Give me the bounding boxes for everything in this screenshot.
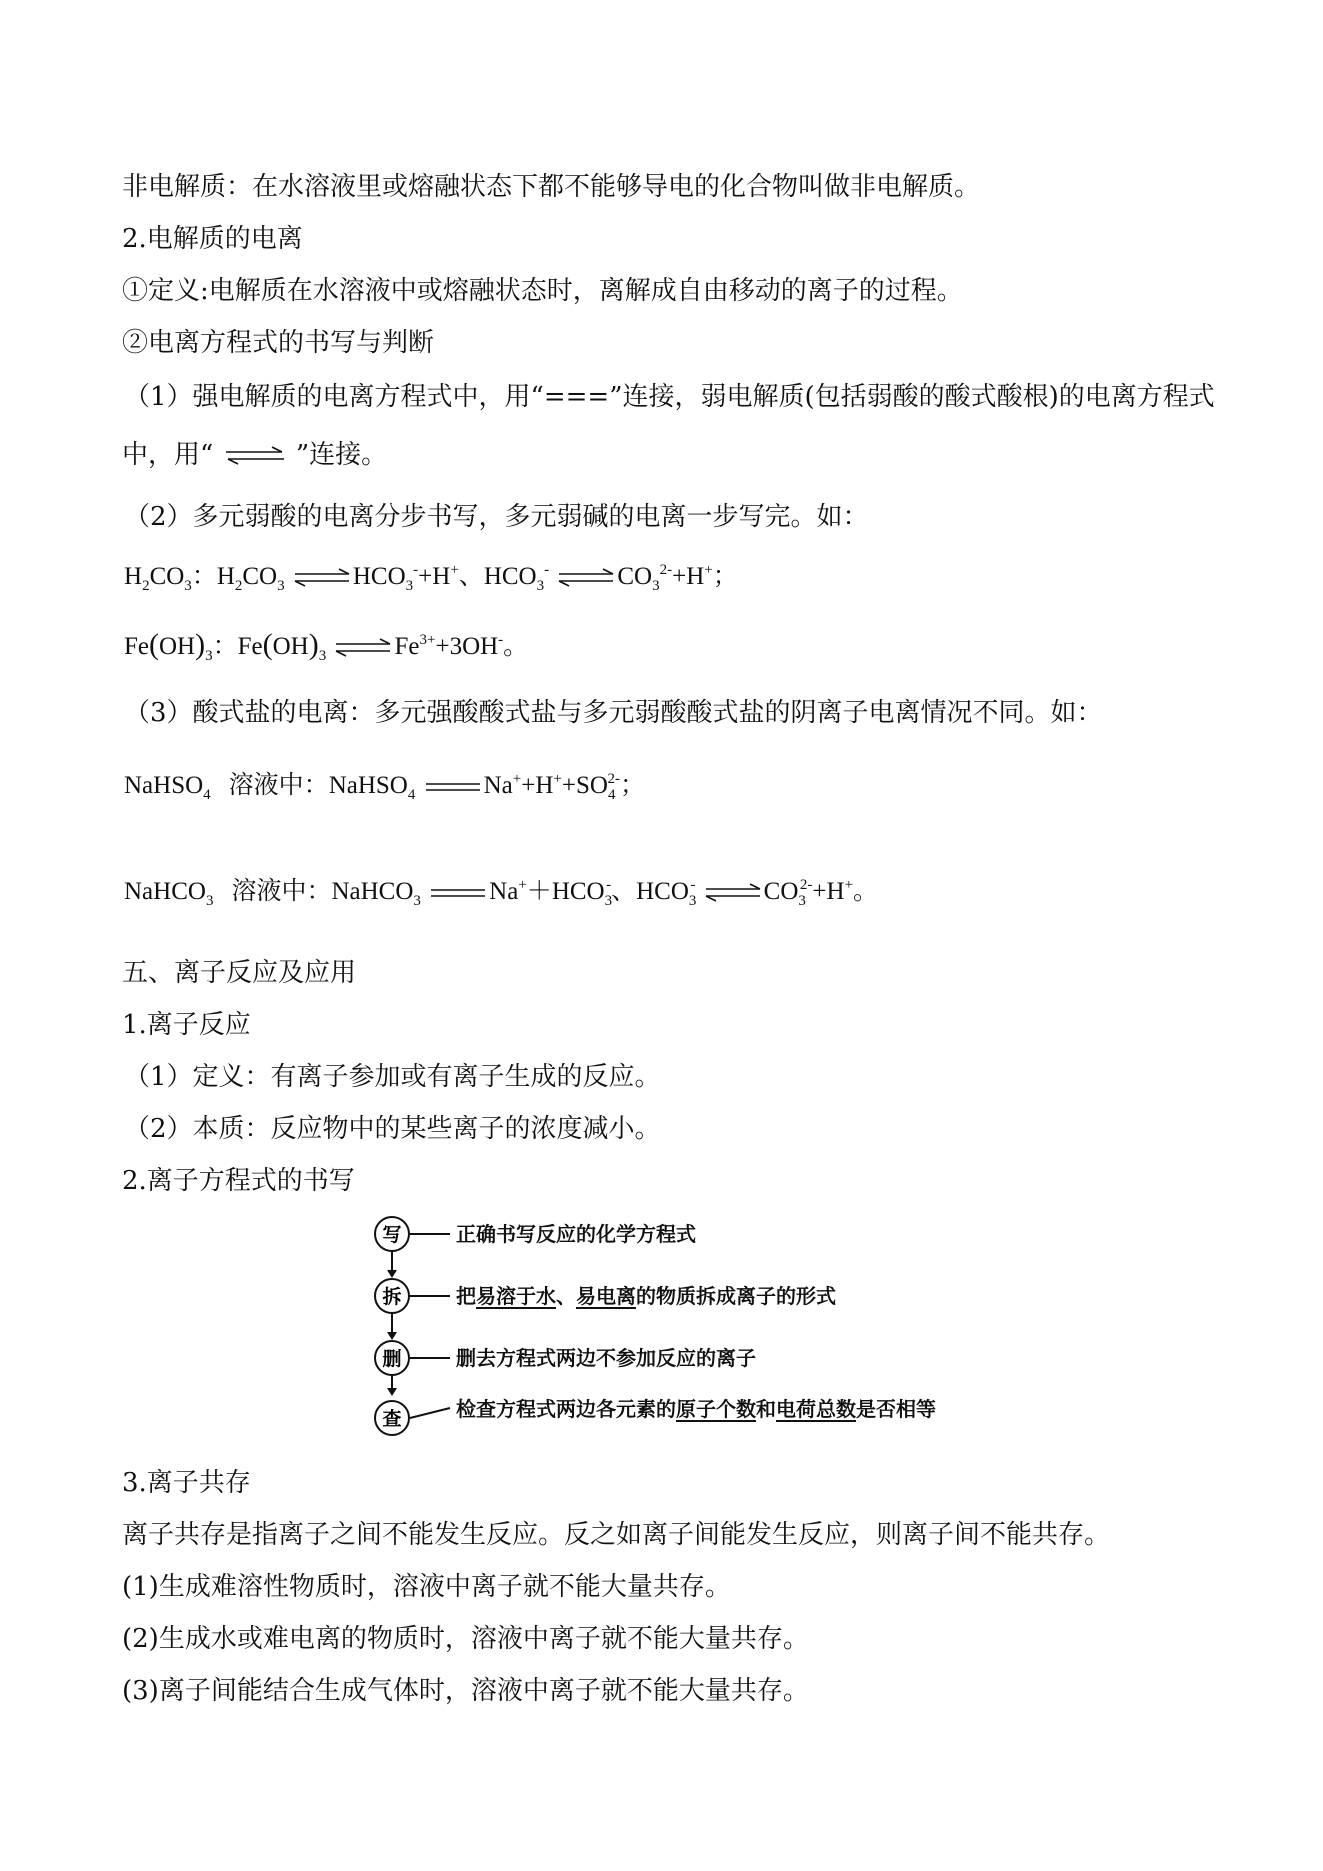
reversible-arrow-icon: [704, 883, 762, 903]
ionization-definition: ①定义:电解质在水溶液中或熔融状态时，离解成自由移动的离子的过程。: [122, 276, 963, 306]
step-check-char: 查: [382, 1408, 402, 1430]
ion-coexistence-intro: 离子共存是指离子之间不能发生反应。反之如离子间能发生反应，则离子间不能共存。: [122, 1520, 1111, 1550]
step-check-text: 检查方程式两边各元素的原子个数和电荷总数是否相等: [456, 1397, 936, 1421]
equation-h2co3: $H_2CO_3$：$H_2CO_3$ $HCO_3^-+H^+$、$HCO_3^-$ $CO_3^{2-}+H^+$；: [124, 562, 738, 594]
rule-1-line-a: （1）强电解质的电离方程式中，用“===”连接，弱电解质(包括弱酸的酸式酸根)的电离方程式: [124, 382, 1215, 412]
ionic-reaction-heading: 1.离子反应: [122, 1010, 251, 1040]
rule-1b-pre: 中，用“: [122, 440, 214, 470]
step-delete-text: 删去方程式两边不参加反应的离子: [456, 1346, 756, 1370]
rule-3: （3）酸式盐的电离：多元强酸酸式盐与多元弱酸酸式盐的阴离子电离情况不同。如：: [124, 698, 1103, 728]
ionic-reaction-essence: （2）本质：反应物中的某些离子的浓度减小。: [124, 1114, 661, 1144]
step-split-char: 拆: [382, 1286, 402, 1308]
ion-coexistence-heading: 3.离子共存: [122, 1468, 251, 1498]
coexistence-rule-2: (2)生成水或难电离的物质时，溶液中离子就不能大量共存。: [122, 1624, 809, 1654]
equals-arrow-icon: [429, 886, 487, 900]
equals-arrow-icon: [424, 780, 482, 794]
ionic-equation-heading: 2.离子方程式的书写: [122, 1166, 355, 1196]
step-write-char: 写: [382, 1224, 402, 1246]
reversible-arrow-icon: [293, 568, 351, 588]
section-5-heading: 五、离子反应及应用: [122, 958, 357, 988]
step-delete-char: 删: [382, 1348, 402, 1370]
equation-nahco3: NaHCO$_3$ 溶液中：NaHCO$_3$ $Na^++HCO_3^-$、$HCO_3^-$ $CO_3^{2-}+H^+$。: [124, 876, 879, 909]
step-split-text: 把易溶于水、易电离的物质拆成离子的形式: [456, 1284, 836, 1308]
step-write-text: 正确书写反应的化学方程式: [456, 1222, 696, 1246]
rule-1b-post: ”连接。: [295, 440, 388, 470]
equation-feoh3: $Fe(OH)_3$：$Fe(OH)_3$ $Fe^{3+}+3OH^-$。: [124, 628, 529, 664]
reversible-arrow-icon: [557, 568, 615, 588]
coexistence-rule-3: (3)离子间能结合生成气体时，溶液中离子就不能大量共存。: [122, 1676, 809, 1706]
equation-nahso4: NaHSO$_4$ 溶液中：NaHSO$_4$ $Na^++H^++SO_4^{2-}$；: [124, 770, 645, 803]
coexistence-rule-1: (1)生成难溶性物质时，溶液中离子就不能大量共存。: [122, 1572, 731, 1602]
reversible-arrow-icon: [334, 638, 392, 658]
reversible-arrow-icon: [224, 446, 286, 466]
rule-1-line-b: [122, 438, 387, 472]
nonelectrolyte-definition: 非电解质：在水溶液里或熔融状态下都不能够导电的化合物叫做非电解质。: [122, 172, 981, 202]
heading-ionization: 2.电解质的电离: [122, 224, 303, 254]
ionic-reaction-definition: （1）定义：有离子参加或有离子生成的反应。: [124, 1062, 661, 1092]
rule-2: （2）多元弱酸的电离分步书写，多元弱碱的电离一步写完。如：: [124, 502, 869, 532]
ionization-equation-heading: ②电离方程式的书写与判断: [122, 328, 435, 358]
